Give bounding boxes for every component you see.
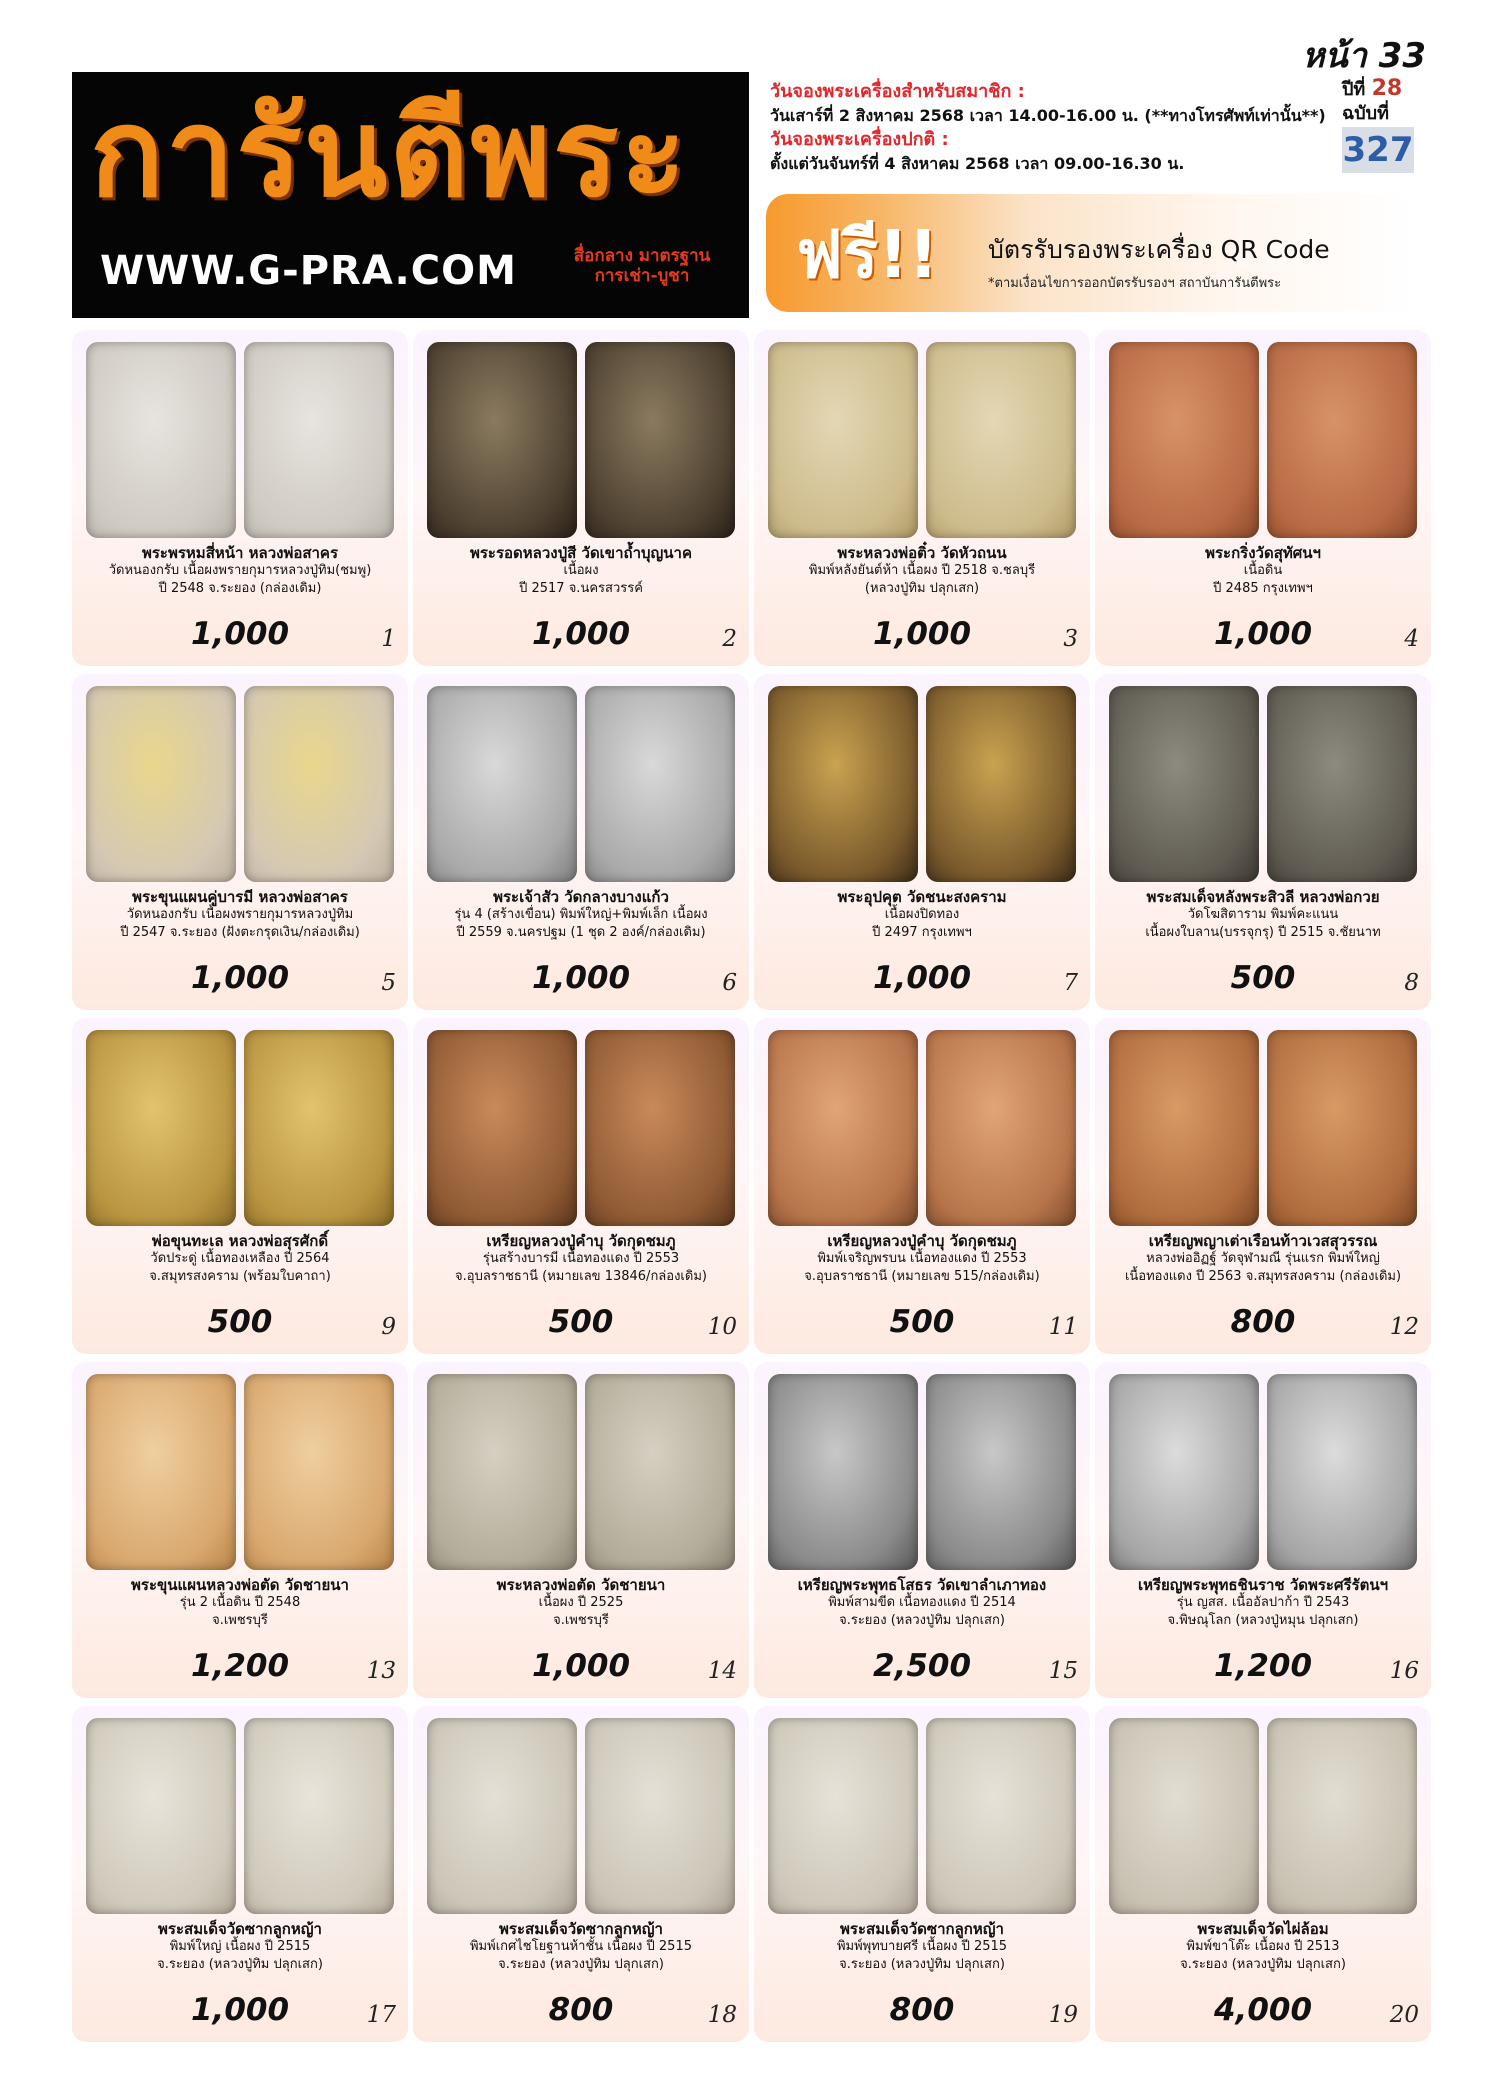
amulet-front-image xyxy=(768,1718,918,1914)
amulet-card xyxy=(1095,1362,1431,1698)
amulet-back-image xyxy=(1267,1030,1417,1226)
amulet-origin: ปี 2559 จ.นครปฐม (1 ชุด 2 องค์/กล่องเดิม) xyxy=(456,925,706,940)
amulet-photos xyxy=(768,686,1076,882)
amulet-detail: เนื้อผงปิดทอง xyxy=(884,907,960,922)
free-banner-note: *ตามเงื่อนไขการออกบัตรรับรองฯ สถาบันการันตีพระ xyxy=(988,276,1282,291)
item-number: 15 xyxy=(1048,1658,1078,1684)
amulet-price: 1,000 xyxy=(190,1992,290,2028)
amulet-card xyxy=(754,1706,1090,2042)
amulet-detail: หลวงพ่ออิฏฐ์ วัดจุฬามณี รุ่นแรก พิมพ์ใหญ่ xyxy=(1146,1251,1380,1266)
amulet-detail: เนื้อผง ปี 2525 xyxy=(538,1595,624,1610)
amulet-origin: จ.ระยอง (หลวงปู่ทิม ปลุกเสก) xyxy=(839,1613,1005,1628)
amulet-caption xyxy=(760,1232,1084,1286)
amulet-name: พระสมเด็จวัดซากลูกหญ้า xyxy=(499,1920,663,1938)
amulet-card xyxy=(1095,1018,1431,1354)
amulet-caption xyxy=(1101,1232,1425,1286)
logo-url: WWW.G-PRA.COM xyxy=(100,248,517,294)
item-number: 19 xyxy=(1048,2002,1078,2028)
amulet-caption xyxy=(78,1576,402,1630)
amulet-photos xyxy=(86,1030,394,1226)
member-booking-text: วันเสาร์ที่ 2 สิงหาคม 2568 เวลา 14.00-16.00 น. (**ทางโทรศัพท์เท่านั้น**) xyxy=(770,106,1326,125)
amulet-price: 4,000 xyxy=(1213,1992,1313,2028)
amulet-detail: วัดหนองกรับ เนื้อผงพรายกุมารหลวงปู่ทิม xyxy=(126,907,354,922)
year-number: 28 xyxy=(1371,76,1403,101)
amulet-card xyxy=(413,1706,749,2042)
amulet-name: พระขุนแผนคู่บารมี หลวงพ่อสาคร xyxy=(132,888,348,906)
amulet-price: 500 xyxy=(1230,960,1296,996)
amulet-detail: พิมพ์หลังยันต์ห้า เนื้อผง ปี 2518 จ.ชลบุรี xyxy=(808,563,1036,578)
amulet-front-image xyxy=(86,1030,236,1226)
amulet-back-image xyxy=(585,686,735,882)
issue-badge xyxy=(1342,76,1422,173)
amulet-photos xyxy=(1109,1030,1417,1226)
amulet-back-image xyxy=(244,686,394,882)
amulet-front-image xyxy=(427,686,577,882)
amulet-origin: จ.สมุทรสงคราม (พร้อมใบคาถา) xyxy=(149,1269,331,1284)
amulet-price: 2,500 xyxy=(872,1648,972,1684)
amulet-photos xyxy=(427,1718,735,1914)
amulet-price: 1,200 xyxy=(1213,1648,1313,1684)
amulet-back-image xyxy=(1267,1718,1417,1914)
amulet-front-image xyxy=(1109,342,1259,538)
amulet-price: 1,200 xyxy=(190,1648,290,1684)
amulet-price: 1,000 xyxy=(531,616,631,652)
amulet-caption xyxy=(419,544,743,598)
amulet-photos xyxy=(86,342,394,538)
amulet-price: 1,000 xyxy=(190,616,290,652)
amulet-back-image xyxy=(926,1374,1076,1570)
amulet-caption xyxy=(419,888,743,942)
item-number: 1 xyxy=(381,626,396,652)
amulet-photos xyxy=(86,1718,394,1914)
amulet-photos xyxy=(86,686,394,882)
amulet-caption xyxy=(78,888,402,942)
issue-number: 327 xyxy=(1342,127,1414,173)
amulet-origin: จ.เพชรบุรี xyxy=(212,1613,268,1628)
amulet-front-image xyxy=(427,1374,577,1570)
amulet-origin: จ.พิษณุโลก (หลวงปู่หมุน ปลุกเสก) xyxy=(1167,1613,1359,1628)
amulet-card xyxy=(1095,674,1431,1010)
amulet-front-image xyxy=(86,1374,236,1570)
amulet-card xyxy=(72,674,408,1010)
amulet-card xyxy=(1095,330,1431,666)
amulet-front-image xyxy=(427,1030,577,1226)
amulet-caption xyxy=(1101,888,1425,942)
amulet-name: พระกริ่งวัดสุทัศนฯ xyxy=(1205,544,1321,562)
amulet-card xyxy=(72,330,408,666)
year-label: ปีที่ xyxy=(1342,79,1366,100)
amulet-price: 1,000 xyxy=(872,616,972,652)
item-number: 9 xyxy=(381,1314,396,1340)
amulet-detail: วัดหนองกรับ เนื้อผงพรายกุมารหลวงปู่ทิม(ชมพู) xyxy=(108,563,372,578)
amulet-card xyxy=(754,674,1090,1010)
amulet-caption xyxy=(78,1232,402,1286)
amulet-name: พระเจ้าสัว วัดกลางบางแก้ว xyxy=(493,888,669,906)
amulet-back-image xyxy=(585,342,735,538)
amulet-name: พระสมเด็จหลังพระสิวลี หลวงพ่อกวย xyxy=(1146,888,1380,906)
amulet-detail: เนื้อผง xyxy=(563,563,599,578)
amulet-back-image xyxy=(244,342,394,538)
amulet-detail: วัดประดู่ เนื้อทองเหลือง ปี 2564 xyxy=(150,1251,330,1266)
amulet-caption xyxy=(419,1920,743,1974)
amulet-photos xyxy=(427,342,735,538)
logo-slogan-line1: สื่อกลาง มาตรฐาน xyxy=(573,246,711,266)
amulet-name: พระรอดหลวงปู่สี วัดเขาถ้ำบุญนาค xyxy=(469,544,693,562)
amulet-origin: จ.ระยอง (หลวงปู่ทิม ปลุกเสก) xyxy=(498,1957,664,1972)
amulet-front-image xyxy=(1109,1718,1259,1914)
amulet-detail: พิมพ์ขาโต๊ะ เนื้อผง ปี 2513 xyxy=(1186,1939,1340,1954)
amulet-price: 1,000 xyxy=(531,1648,631,1684)
amulet-price: 800 xyxy=(548,1992,614,2028)
amulet-card xyxy=(413,1018,749,1354)
amulet-name: พระหลวงพ่อติ๋ว วัดหัวถนน xyxy=(837,544,1007,562)
issue-year xyxy=(1342,76,1422,103)
amulet-photos xyxy=(1109,686,1417,882)
amulet-detail: พิมพ์สามขีด เนื้อทองแดง ปี 2514 xyxy=(828,1595,1016,1610)
amulet-name: พระสมเด็จวัดซากลูกหญ้า xyxy=(840,1920,1004,1938)
amulet-front-image xyxy=(1109,686,1259,882)
amulet-back-image xyxy=(585,1030,735,1226)
amulet-card xyxy=(72,1706,408,2042)
member-booking-heading: วันจองพระเครื่องสำหรับสมาชิก : xyxy=(770,81,1025,102)
amulet-origin: จ.ระยอง (หลวงปู่ทิม ปลุกเสก) xyxy=(157,1957,323,1972)
amulet-origin: จ.เพชรบุรี xyxy=(553,1613,609,1628)
amulet-photos xyxy=(427,1030,735,1226)
amulet-detail: รุ่น 2 เนื้อดิน ปี 2548 xyxy=(179,1595,301,1610)
amulet-origin: ปี 2547 จ.ระยอง (ฝังตะกรุดเงิน/กล่องเดิม) xyxy=(120,925,360,940)
amulet-name: พระสมเด็จวัดไผ่ล้อม xyxy=(1197,1920,1329,1938)
amulet-origin: ปี 2485 กรุงเทพฯ xyxy=(1213,581,1313,596)
amulet-origin: ปี 2517 จ.นครสวรรค์ xyxy=(519,581,643,596)
amulet-card xyxy=(72,1362,408,1698)
item-number: 8 xyxy=(1404,970,1419,996)
amulet-origin: จ.ระยอง (หลวงปู่ทิม ปลุกเสก) xyxy=(839,1957,1005,1972)
amulet-back-image xyxy=(244,1718,394,1914)
amulet-caption xyxy=(419,1232,743,1286)
amulet-photos xyxy=(768,1030,1076,1226)
magazine-logo xyxy=(72,72,749,318)
amulet-caption xyxy=(760,544,1084,598)
item-number: 20 xyxy=(1389,2002,1419,2028)
amulet-back-image xyxy=(1267,686,1417,882)
amulet-front-image xyxy=(1109,1374,1259,1570)
amulet-origin: จ.อุบลราชธานี (หมายเลข 13846/กล่องเดิม) xyxy=(455,1269,707,1284)
amulet-price: 500 xyxy=(548,1304,614,1340)
amulet-back-image xyxy=(244,1030,394,1226)
amulet-front-image xyxy=(86,686,236,882)
amulet-card xyxy=(413,674,749,1010)
amulet-photos xyxy=(768,1374,1076,1570)
amulet-caption xyxy=(78,1920,402,1974)
amulet-price: 500 xyxy=(207,1304,273,1340)
amulet-card xyxy=(754,1362,1090,1698)
amulet-back-image xyxy=(1267,1374,1417,1570)
amulet-name: เหรียญหลวงปู่คำบุ วัดกุดชมภู xyxy=(827,1232,1017,1250)
amulet-photos xyxy=(768,1718,1076,1914)
amulet-caption xyxy=(78,544,402,598)
item-number: 7 xyxy=(1063,970,1078,996)
amulet-origin: เนื้อทองแดง ปี 2563 จ.สมุทรสงคราม (กล่องเดิม) xyxy=(1124,1269,1402,1284)
free-qr-banner xyxy=(766,194,1416,312)
amulet-front-image xyxy=(768,1030,918,1226)
logo-slogan-line2: การเช่า-บูชา xyxy=(594,266,690,286)
amulet-detail: พิมพ์เกศไชโยฐานห้าชั้น เนื้อผง ปี 2515 xyxy=(469,1939,692,1954)
amulet-price: 500 xyxy=(889,1304,955,1340)
amulet-photos xyxy=(1109,342,1417,538)
amulet-back-image xyxy=(926,342,1076,538)
amulet-card xyxy=(1095,1706,1431,2042)
item-number: 17 xyxy=(366,2002,396,2028)
amulet-grid xyxy=(72,330,1432,2060)
amulet-price: 1,000 xyxy=(190,960,290,996)
item-number: 5 xyxy=(381,970,396,996)
amulet-back-image xyxy=(1267,342,1417,538)
amulet-card xyxy=(413,1362,749,1698)
amulet-card xyxy=(754,330,1090,666)
amulet-name: พระอุปคุต วัดชนะสงคราม xyxy=(837,888,1007,906)
amulet-origin: (หลวงปู่ทิม ปลุกเสก) xyxy=(864,581,980,596)
amulet-back-image xyxy=(244,1374,394,1570)
amulet-back-image xyxy=(585,1374,735,1570)
amulet-front-image xyxy=(427,1718,577,1914)
free-word: ฟรี!! xyxy=(796,216,939,293)
issue-label: ฉบับที่ xyxy=(1342,103,1389,124)
amulet-price: 800 xyxy=(889,1992,955,2028)
amulet-name: พระขุนแผนหลวงพ่อตัด วัดชายนา xyxy=(131,1576,349,1594)
page-number: หน้า 33 xyxy=(1302,36,1426,76)
free-banner-title: บัตรรับรองพระเครื่อง QR Code xyxy=(988,235,1330,264)
amulet-name: เหรียญพระพุทธโสธร วัดเขาลำเภาทอง xyxy=(797,1576,1047,1594)
amulet-photos xyxy=(86,1374,394,1570)
item-number: 4 xyxy=(1404,626,1419,652)
logo-title: การันตีพระ xyxy=(90,82,689,224)
general-booking-heading: วันจองพระเครื่องปกติ : xyxy=(770,129,949,150)
amulet-name: พ่อขุนทะเล หลวงพ่อสุรศักดิ์ xyxy=(151,1232,329,1250)
item-number: 18 xyxy=(707,2002,737,2028)
amulet-caption xyxy=(760,888,1084,942)
amulet-price: 1,000 xyxy=(872,960,972,996)
amulet-origin: ปี 2548 จ.ระยอง (กล่องเดิม) xyxy=(158,581,322,596)
amulet-detail: พิมพ์ใหญ่ เนื้อผง ปี 2515 xyxy=(169,1939,311,1954)
amulet-caption xyxy=(760,1920,1084,1974)
amulet-front-image xyxy=(1109,1030,1259,1226)
amulet-back-image xyxy=(926,686,1076,882)
amulet-detail: วัดโฆสิตาราม พิมพ์คะแนน xyxy=(1187,907,1339,922)
amulet-front-image xyxy=(86,1718,236,1914)
amulet-name: เหรียญพญาเต่าเรือนท้าวเวสสุวรรณ xyxy=(1148,1232,1378,1250)
item-number: 12 xyxy=(1389,1314,1419,1340)
item-number: 10 xyxy=(707,1314,737,1340)
amulet-photos xyxy=(427,686,735,882)
amulet-caption xyxy=(1101,544,1425,598)
amulet-name: เหรียญหลวงปู่คำบุ วัดกุดชมภู xyxy=(486,1232,676,1250)
amulet-front-image xyxy=(768,342,918,538)
amulet-detail: พิมพ์เจริญพรบน เนื้อทองแดง ปี 2553 xyxy=(817,1251,1027,1266)
amulet-back-image xyxy=(585,1718,735,1914)
amulet-detail: รุ่น 4 (สร้างเขื่อน) พิมพ์ใหญ่+พิมพ์เล็ก เนื้อผง xyxy=(454,907,708,922)
amulet-front-image xyxy=(86,342,236,538)
amulet-front-image xyxy=(427,342,577,538)
amulet-photos xyxy=(427,1374,735,1570)
amulet-card xyxy=(413,330,749,666)
logo-slogan xyxy=(542,246,742,286)
item-number: 2 xyxy=(722,626,737,652)
item-number: 16 xyxy=(1389,1658,1419,1684)
item-number: 6 xyxy=(722,970,737,996)
item-number: 14 xyxy=(707,1658,737,1684)
amulet-price: 1,000 xyxy=(1213,616,1313,652)
amulet-price: 1,000 xyxy=(531,960,631,996)
amulet-name: พระหลวงพ่อตัด วัดชายนา xyxy=(496,1576,666,1594)
amulet-caption xyxy=(1101,1576,1425,1630)
amulet-caption xyxy=(419,1576,743,1630)
amulet-detail: รุ่น ญสส. เนื้ออัลปาก้า ปี 2543 xyxy=(1176,1595,1350,1610)
amulet-caption xyxy=(760,1576,1084,1630)
amulet-detail: เนื้อดิน xyxy=(1243,563,1283,578)
amulet-price: 800 xyxy=(1230,1304,1296,1340)
amulet-detail: พิมพ์พุทบายศรี เนื้อผง ปี 2515 xyxy=(836,1939,1008,1954)
amulet-card xyxy=(72,1018,408,1354)
amulet-detail: รุ่นสร้างบารมี เนื้อทองแดง ปี 2553 xyxy=(482,1251,680,1266)
item-number: 13 xyxy=(366,1658,396,1684)
amulet-origin: จ.ระยอง (หลวงปู่ทิม ปลุกเสก) xyxy=(1180,1957,1346,1972)
item-number: 3 xyxy=(1063,626,1078,652)
amulet-origin: เนื้อผงใบลาน(บรรจุกรุ) ปี 2515 จ.ชัยนาท xyxy=(1145,925,1381,940)
amulet-photos xyxy=(1109,1374,1417,1570)
amulet-back-image xyxy=(926,1718,1076,1914)
amulet-photos xyxy=(768,342,1076,538)
amulet-photos xyxy=(1109,1718,1417,1914)
amulet-origin: จ.อุบลราชธานี (หมายเลข 515/กล่องเดิม) xyxy=(804,1269,1040,1284)
amulet-name: พระพรหมสี่หน้า หลวงพ่อสาคร xyxy=(141,544,339,562)
amulet-caption xyxy=(1101,1920,1425,1974)
amulet-name: พระสมเด็จวัดซากลูกหญ้า xyxy=(158,1920,322,1938)
amulet-name: เหรียญพระพุทธชินราช วัดพระศรีรัตนฯ xyxy=(1137,1576,1389,1594)
item-number: 11 xyxy=(1048,1314,1078,1340)
amulet-front-image xyxy=(768,686,918,882)
amulet-card xyxy=(754,1018,1090,1354)
amulet-back-image xyxy=(926,1030,1076,1226)
general-booking-text: ตั้งแต่วันจันทร์ที่ 4 สิงหาคม 2568 เวลา 09.00-16.30 น. xyxy=(770,154,1185,173)
booking-info xyxy=(770,80,1340,176)
amulet-front-image xyxy=(768,1374,918,1570)
amulet-origin: ปี 2497 กรุงเทพฯ xyxy=(872,925,972,940)
